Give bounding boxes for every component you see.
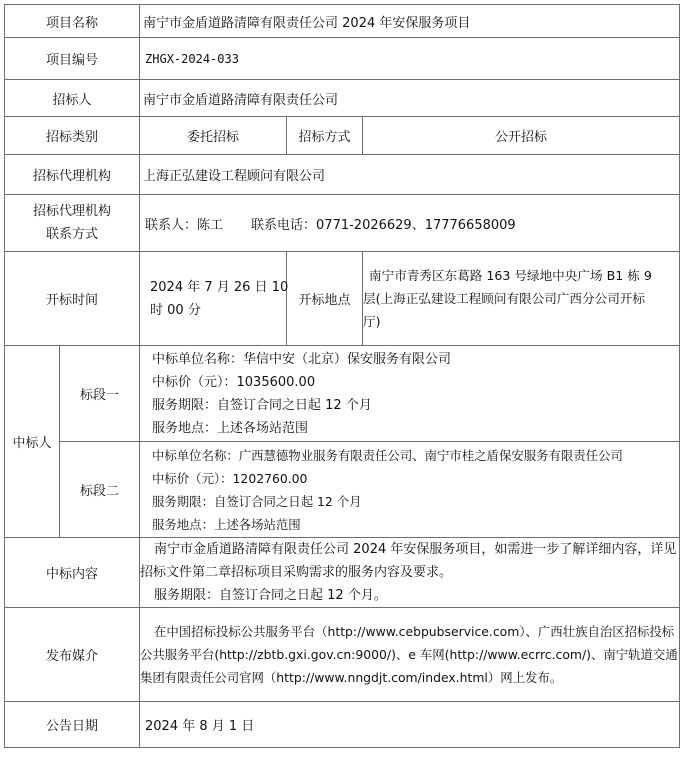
content-label: 中标内容 bbox=[5, 538, 140, 608]
winners-label: 中标人 bbox=[5, 346, 60, 538]
media-value bbox=[140, 608, 680, 702]
row-category bbox=[5, 117, 680, 155]
project-name-value: 南宁市金盾道路清障有限责任公司 2024 年安保服务项目 bbox=[140, 5, 680, 38]
method-label: 招标方式 bbox=[287, 117, 363, 155]
opening-time-label: 开标时间 bbox=[5, 252, 140, 346]
content-para1: 南宁市金盾道路清障有限责任公司 2024 年安保服务项目，如需进一步了解详细内容，详见招标文件第二章招标项目采购需求的服务内容及要求。 bbox=[140, 542, 677, 580]
lot1-period: 服务期限：自签订合同之日起 12 个月 bbox=[152, 397, 372, 413]
opening-time-line1: 2024 年 7 月 26 日 10 bbox=[150, 279, 289, 295]
row-agency-contact bbox=[5, 195, 680, 252]
tenderer-label: 招标人 bbox=[5, 80, 140, 117]
project-no-value: ZHGX-2024-033 bbox=[140, 38, 680, 80]
media-label: 发布媒介 bbox=[5, 608, 140, 702]
content-value bbox=[140, 538, 680, 608]
lot1-place: 服务地点：上述各场站范围 bbox=[152, 420, 309, 436]
row-winner-lot1 bbox=[5, 346, 680, 442]
row-agency bbox=[5, 155, 680, 195]
project-name-label: 项目名称 bbox=[5, 5, 140, 38]
opening-time-value bbox=[140, 252, 287, 346]
opening-time-line2: 时 00 分 bbox=[150, 302, 201, 318]
agency-label: 招标代理机构 bbox=[5, 155, 140, 195]
lot1-price: 中标价（元）：1035600.00 bbox=[152, 374, 316, 390]
media-text: 在中国招标投标公共服务平台（http://www.cebpubservice.com）、广西壮族自治区招标投标公共服务平台(http://zbtb.gxi.gov.cn:9000/)、e 车网(http://www.ecrrc.com/)、南宁轨道交通集团有限责任公司官网（http://www.nngdjt.com/index.html）网上发布。 bbox=[140, 624, 678, 685]
row-winner-lot2 bbox=[5, 442, 680, 538]
category-label: 招标类别 bbox=[5, 117, 140, 155]
agency-contact-label-line2: 联系方式 bbox=[46, 227, 99, 242]
contact-phone: 联系电话：0771-2026629、17776658009 bbox=[251, 217, 516, 233]
agency-contact-label bbox=[5, 195, 140, 252]
category-value: 委托招标 bbox=[140, 117, 287, 155]
opening-place-line3: 厅) bbox=[363, 314, 381, 329]
lot2-details bbox=[140, 442, 680, 538]
agency-contact-value bbox=[140, 195, 680, 252]
row-opening bbox=[5, 252, 680, 346]
row-tenderer bbox=[5, 80, 680, 117]
opening-place-value bbox=[363, 252, 680, 346]
lot2-place: 服务地点：上述各场站范围 bbox=[152, 516, 301, 532]
method-value: 公开招标 bbox=[363, 117, 680, 155]
date-value: 2024 年 8 月 1 日 bbox=[140, 702, 680, 748]
opening-place-label: 开标地点 bbox=[287, 252, 363, 346]
lot1-company: 中标单位名称：华信中安（北京）保安服务有限公司 bbox=[152, 351, 452, 367]
row-media bbox=[5, 608, 680, 702]
contact-person: 联系人：陈工 bbox=[145, 217, 224, 233]
lot2-period: 服务期限：自签订合同之日起 12 个月 bbox=[152, 493, 362, 509]
date-label: 公告日期 bbox=[5, 702, 140, 748]
opening-place-line1: 南宁市青秀区东葛路 163 号绿地中央广场 B1 栋 9 bbox=[369, 268, 652, 283]
content-para2: 服务期限：自签订合同之日起 12 个月。 bbox=[154, 588, 387, 603]
row-project-no bbox=[5, 38, 680, 80]
lot1-name: 标段一 bbox=[60, 346, 140, 442]
row-date bbox=[5, 702, 680, 748]
lot1-details bbox=[140, 346, 680, 442]
row-project-name bbox=[5, 5, 680, 38]
lot2-name: 标段二 bbox=[60, 442, 140, 538]
project-no-label: 项目编号 bbox=[5, 38, 140, 80]
agency-contact-label-line1: 招标代理机构 bbox=[33, 204, 112, 219]
tenderer-value: 南宁市金盾道路清障有限责任公司 bbox=[140, 80, 680, 117]
opening-place-line2: 层(上海正弘建设工程顾问有限公司广西分公司开标 bbox=[363, 291, 645, 306]
lot2-company: 中标单位名称：广西慧德物业服务有限责任公司、南宁市桂之盾保安服务有限责任公司 bbox=[152, 447, 623, 463]
agency-value: 上海正弘建设工程顾问有限公司 bbox=[140, 155, 680, 195]
lot2-price: 中标价（元）：1202760.00 bbox=[152, 470, 308, 486]
row-content bbox=[5, 538, 680, 608]
bid-result-table bbox=[4, 4, 680, 748]
